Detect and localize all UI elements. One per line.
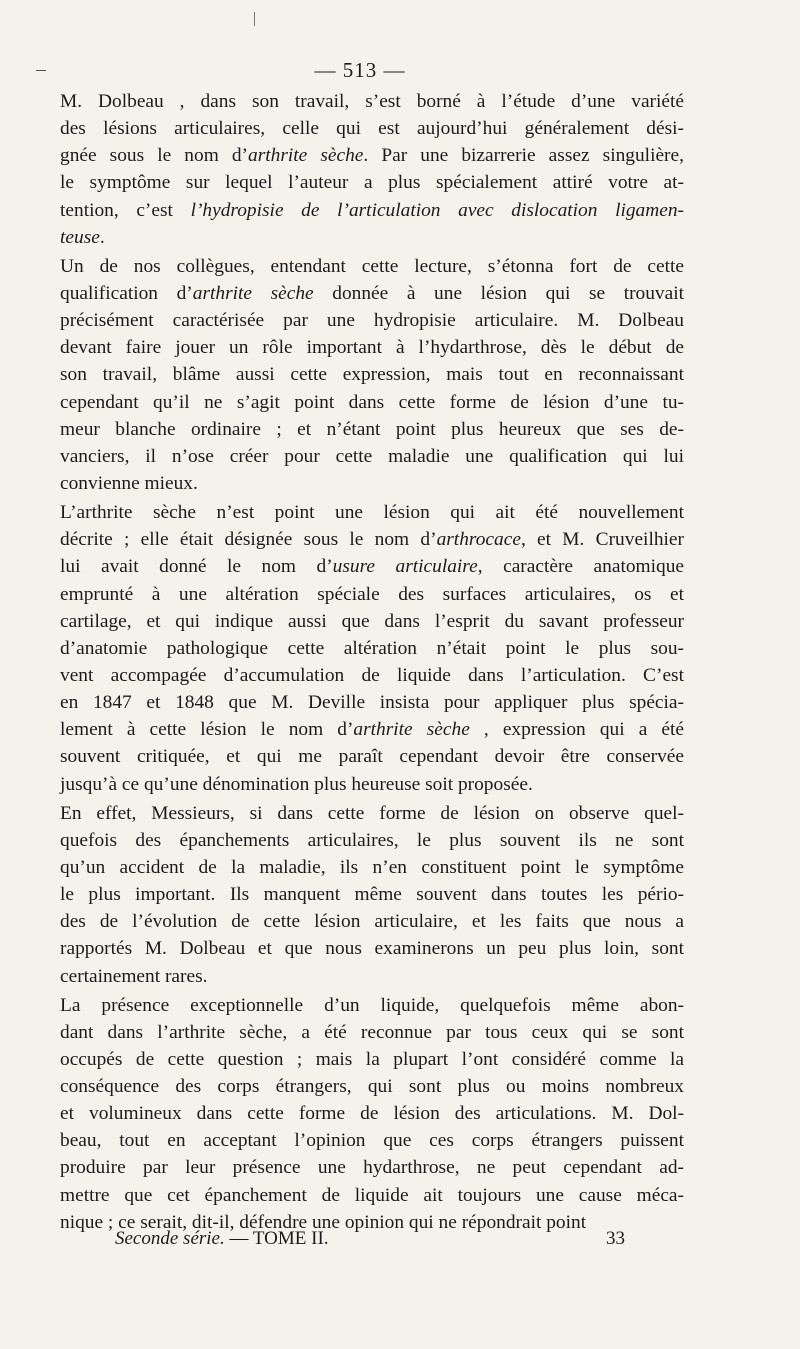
text-line: lement à cette lésion le nom d’arthrite sèche , expression qui a été	[60, 719, 684, 741]
text-line: gnée sous le nom d’arthrite sèche. Par une bizarrerie assez singulière,	[60, 145, 684, 167]
footer-separator: —	[224, 1228, 253, 1249]
paragraph	[60, 992, 684, 1236]
text-line: décrite ; elle était désignée sous le nom d’arthrocace, et M. Cruveilhier	[60, 529, 684, 551]
paragraph	[60, 253, 684, 497]
footer	[115, 1228, 625, 1250]
folio-tick	[254, 12, 255, 26]
text-line: le plus important. Ils manquent même souvent dans toutes les pério-	[60, 884, 684, 906]
text-line: dant dans l’arthrite sèche, a été reconnue par tous ceux qui se sont	[60, 1021, 684, 1043]
text-line: En effet, Messieurs, si dans cette forme de lésion on observe quel-	[60, 802, 684, 824]
text-line: des lésions articulaires, celle qui est aujourd’hui généralement dési-	[60, 118, 684, 140]
text-line: quefois des épanchements articulaires, le plus souvent ils ne sont	[60, 829, 684, 851]
text-line: devant faire jouer un rôle important à l’hydarthrose, dès le début de	[60, 337, 684, 359]
text-line: occupés de cette question ; mais la plupart l’ont considéré comme la	[60, 1048, 684, 1070]
text-line: nique ; ce serait, dit-il, défendre une opinion qui ne répondrait point	[60, 1211, 587, 1233]
body-text	[60, 88, 684, 1238]
text-line: son travail, blâme aussi cette expression, mais tout en reconnaissant	[60, 364, 684, 386]
paragraph	[60, 499, 684, 798]
footer-series: Seconde série.	[115, 1228, 225, 1249]
text-line: précisément caractérisée par une hydropisie articulaire. M. Dolbeau	[60, 310, 684, 332]
text-line: rapportés M. Dolbeau et que nous examinerons un peu plus loin, sont	[60, 938, 684, 960]
paragraph	[60, 88, 684, 251]
text-line: jusqu’à ce qu’une dénomination plus heureuse soit proposée.	[60, 773, 533, 795]
text-line: lui avait donné le nom d’usure articulaire, caractère anatomique	[60, 556, 684, 578]
text-line: le symptôme sur lequel l’auteur a plus spécialement attiré votre at-	[60, 172, 684, 194]
text-line: vanciers, il n’ose créer pour cette maladie une qualification qui lui	[60, 445, 684, 467]
text-line: et volumineux dans cette forme de lésion des articulations. M. Dol-	[60, 1103, 684, 1125]
text-line: La présence exceptionnelle d’un liquide, quelquefois même abon-	[60, 994, 684, 1016]
text-line: des de l’évolution de cette lésion articulaire, et les faits que nous a	[60, 911, 684, 933]
signature-mark: 33	[606, 1228, 625, 1249]
text-line: tention, c’est l’hydropisie de l’articulation avec dislocation ligamen-	[60, 199, 684, 221]
text-line: cependant qu’il ne s’agit point dans cette forme de lésion d’une tu-	[60, 391, 684, 413]
text-line: certainement rares.	[60, 965, 208, 987]
text-line: cartilage, et qui indique aussi que dans l’esprit du savant professeur	[60, 610, 684, 632]
text-line: en 1847 et 1848 que M. Deville insista pour appliquer plus spécia-	[60, 692, 684, 714]
paragraph	[60, 800, 684, 990]
text-line: souvent critiquée, et qui me paraît cependant devoir être conservée	[60, 746, 684, 768]
text-line: beau, tout en acceptant l’opinion que ces corps étrangers puissent	[60, 1130, 684, 1152]
text-line: convienne mieux.	[60, 472, 198, 494]
text-line: vent accompagée d’accumulation de liquide dans l’articulation. C’est	[60, 664, 684, 686]
text-line: d’anatomie pathologique cette altération n’était point le plus sou-	[60, 637, 684, 659]
text-line: qu’un accident de la maladie, ils n’en constituent point le symptôme	[60, 856, 684, 878]
text-line: Un de nos collègues, entendant cette lecture, s’étonna fort de cette	[60, 255, 684, 277]
text-line: produire par leur présence une hydarthrose, ne peut cependant ad-	[60, 1157, 684, 1179]
text-line: mettre que cet épanchement de liquide ait toujours une cause méca-	[60, 1184, 684, 1206]
text-line: L’arthrite sèche n’est point une lésion qui ait été nouvellement	[60, 502, 684, 524]
text-line: teuse.	[60, 226, 105, 248]
text-line: conséquence des corps étrangers, qui sont plus ou moins nombreux	[60, 1076, 684, 1098]
text-line: qualification d’arthrite sèche donnée à une lésion qui se trouvait	[60, 282, 685, 304]
text-line: emprunté à une altération spéciale des surfaces articulaires, os et	[60, 583, 684, 605]
page-number: — 513 —	[314, 58, 406, 82]
text-line: meur blanche ordinaire ; et n’étant point plus heureux que ses de-	[60, 418, 684, 440]
text-line: M. Dolbeau , dans son travail, s’est borné à l’étude d’une variété	[60, 91, 684, 112]
footer-tome: TOME II.	[252, 1228, 329, 1249]
